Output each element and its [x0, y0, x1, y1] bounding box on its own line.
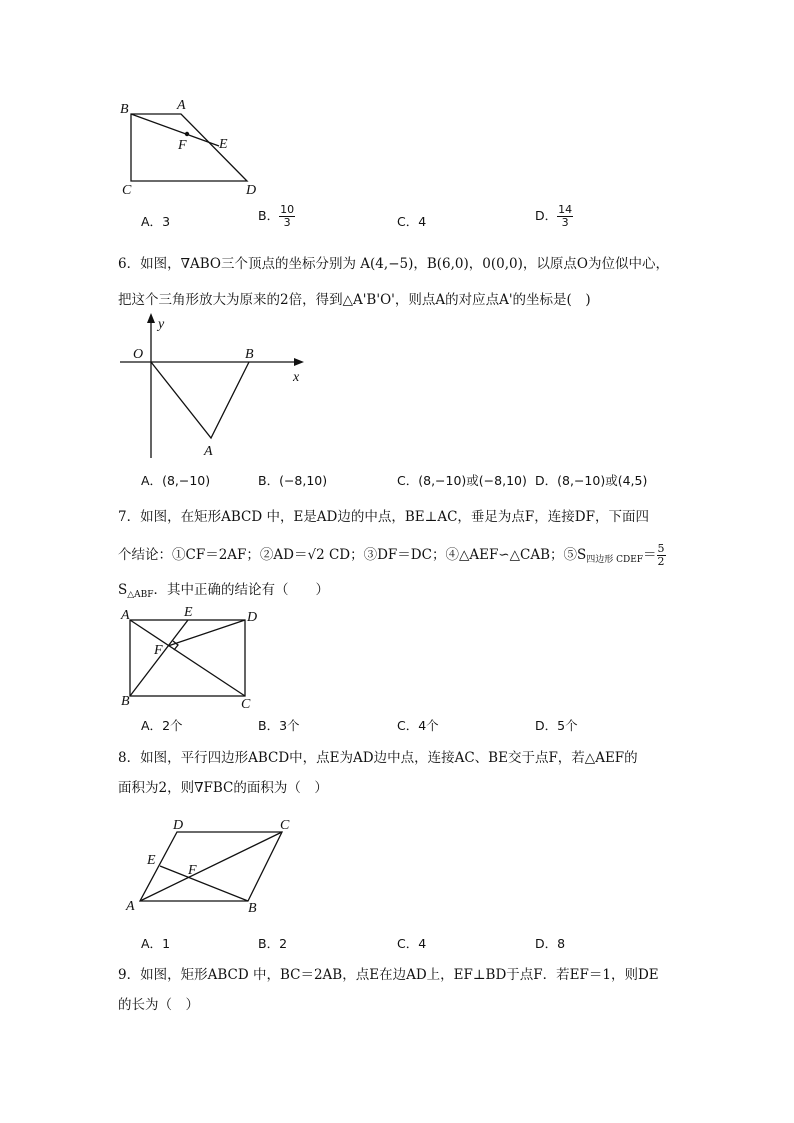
option-value: 2 — [279, 936, 288, 951]
option-value: 5个 — [557, 718, 578, 733]
q8-stem-line-2: 面积为2，则∇FBC的面积为（ ） — [118, 780, 328, 796]
option-value: (8,−10)或(−8,10) — [418, 473, 527, 488]
q6-label-y: y — [158, 317, 165, 332]
q8-stem-line-1: 8．如图，平行四边形ABCD中，点E为AD边中点，连接AC、BE交于点F，若△AEF的 — [118, 750, 638, 766]
q7-stem-line-2-equals: ＝ — [643, 547, 657, 563]
option-value: 4 — [418, 936, 427, 951]
option-letter: A． — [141, 214, 163, 229]
q8-label-f: F — [188, 863, 197, 878]
q8-option-c — [397, 934, 426, 954]
option-letter: B． — [258, 473, 280, 488]
q7-stem-line-3-rest: ．其中正确的结论有（ ） — [153, 582, 330, 598]
option-letter: C． — [397, 718, 419, 733]
q9-stem-line-1: 9．如图，矩形ABCD 中，BC＝2AB，点E在边AD上，EF⊥BD于点F．若EF＝1，则DE — [118, 967, 659, 983]
option-letter: D． — [535, 936, 558, 951]
option-value: 4 — [418, 214, 427, 229]
q9-stem-line-2: 的长为（ ） — [118, 997, 199, 1013]
q8-label-e: E — [147, 853, 156, 868]
q5-label-a: A — [177, 98, 186, 113]
q8-label-d: D — [173, 818, 184, 833]
q7-stem-line-2-main: 个结论：①CF＝2AF；②AD＝√2 CD；③DF＝DC；④△AEF∽△CAB；⑤S — [118, 547, 587, 563]
option-letter: C． — [397, 214, 419, 229]
q8-segment-be — [160, 866, 248, 901]
q8-label-c: C — [280, 818, 290, 833]
q7-stem-line-3-main: S — [118, 582, 128, 598]
q8-option-a — [141, 934, 170, 954]
q8-option-d — [535, 934, 565, 954]
option-value: 8 — [557, 936, 566, 951]
q7-label-a: A — [121, 608, 130, 623]
q7-stem-line-2-subscript: 四边形 CDEF — [586, 555, 644, 565]
option-letter: A． — [141, 473, 163, 488]
option-letter: D． — [535, 473, 558, 488]
option-letter: B． — [258, 208, 280, 223]
fraction-numerator: 10 — [280, 203, 295, 216]
fraction-denominator: 3 — [561, 216, 569, 229]
option-letter: A． — [141, 718, 163, 733]
fraction-denominator: 3 — [283, 216, 291, 229]
option-letter: B． — [258, 936, 280, 951]
q7-label-f: F — [154, 643, 163, 658]
q7-label-b: B — [121, 694, 130, 709]
option-letter: C． — [397, 473, 419, 488]
option-value: 2个 — [162, 718, 183, 733]
option-letter: D． — [535, 718, 558, 733]
q6-label-a: A — [204, 444, 213, 459]
option-value: (8,−10)或(4,5) — [557, 473, 648, 488]
q5-label-f: F — [178, 138, 187, 153]
q5-label-d: D — [246, 183, 257, 198]
q6-label-o: O — [133, 347, 144, 362]
q6-stem-line-2: 把这个三角形放大为原来的2倍，得到△A'B'O'，则点A的对应点A'的坐标是( ) — [118, 292, 591, 308]
q6-label-x: x — [293, 370, 300, 385]
q6-label-b: B — [245, 347, 254, 362]
option-letter: D． — [535, 208, 558, 223]
q6-stem-line-1: 6．如图，∇ABO三个顶点的坐标分别为 A(4,−5)，B(6,0)，0(0,0)，以原点O为位似中心， — [118, 256, 669, 272]
option-value: 1 — [162, 936, 171, 951]
q7-stem-line-3-subscript: △ABF — [127, 590, 154, 600]
option-letter: C． — [397, 936, 419, 951]
q8-label-b: B — [248, 901, 257, 916]
q7-stem-line-1: 7．如图，在矩形ABCD 中，E是AD边的中点，BE⊥AC，垂足为点F，连接DF，下面四 — [118, 509, 649, 525]
q5-label-b: B — [120, 102, 129, 117]
q8-option-b — [258, 934, 287, 954]
option-letter: A． — [141, 936, 163, 951]
q7-label-c: C — [241, 697, 251, 712]
q5-label-e: E — [219, 137, 228, 152]
q7-label-d: D — [247, 610, 258, 625]
option-letter: B． — [258, 718, 280, 733]
option-value: (−8,10) — [279, 473, 328, 488]
option-value: 3个 — [279, 718, 300, 733]
fraction-numerator: 14 — [558, 203, 573, 216]
option-value: 4个 — [418, 718, 439, 733]
fraction-numerator: 5 — [657, 542, 665, 555]
q5-label-c: C — [122, 183, 132, 198]
fraction-denominator: 2 — [657, 555, 665, 568]
option-value: 3 — [162, 214, 171, 229]
q8-label-a: A — [126, 899, 135, 914]
option-value: (8,−10) — [162, 473, 211, 488]
q7-label-e: E — [184, 605, 193, 620]
